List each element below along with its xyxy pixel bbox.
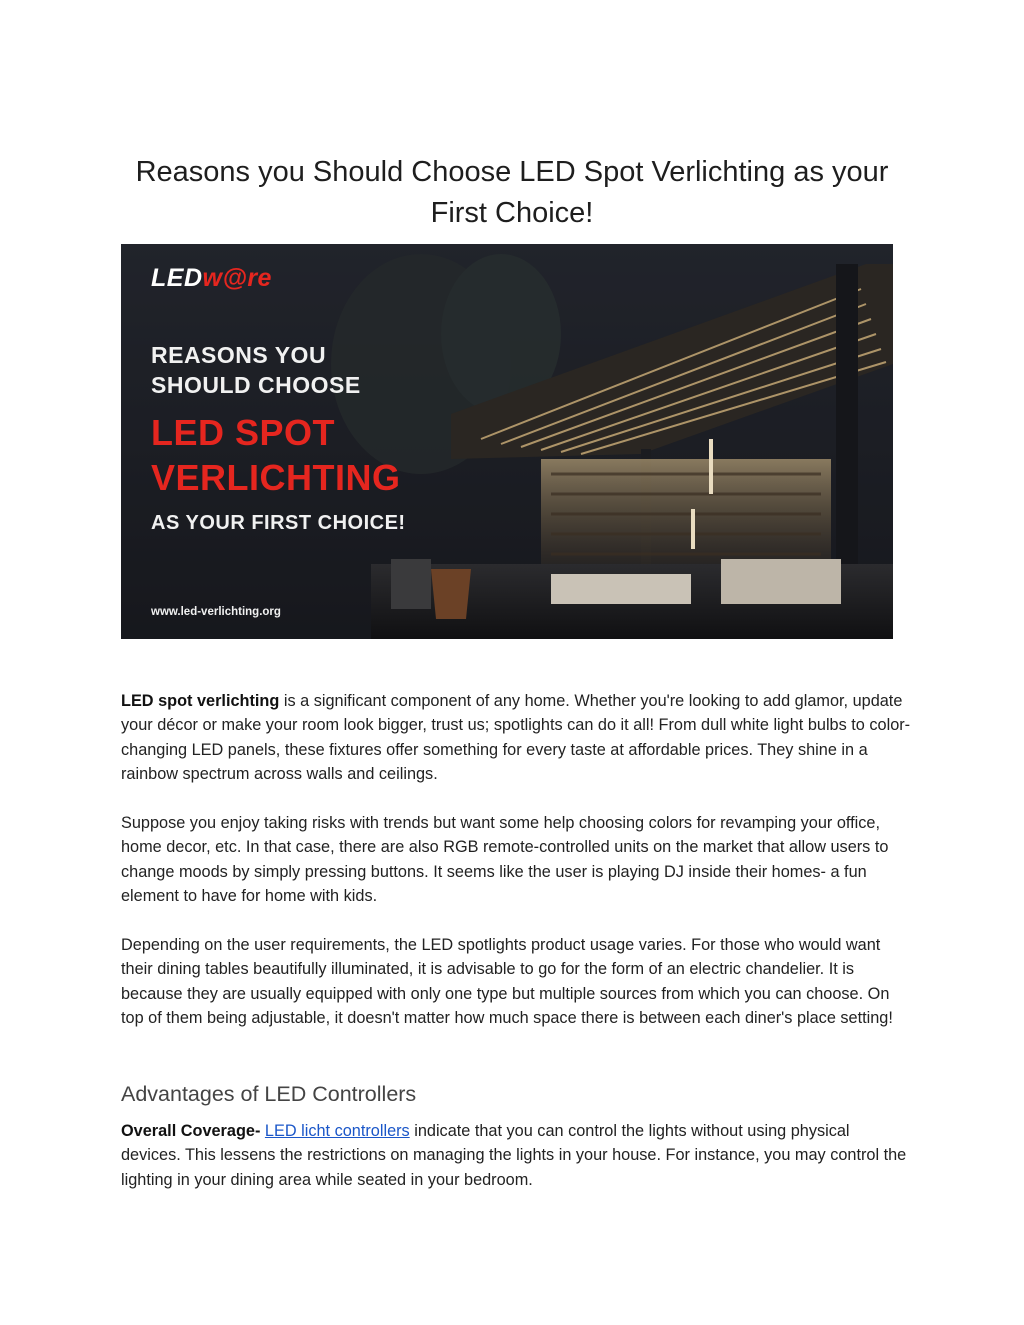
hero-red-line-1: LED SPOT (151, 412, 336, 453)
paragraph-intro (121, 689, 911, 787)
hero-url: www.led-verlichting.org (151, 606, 281, 618)
brand-logo: LEDw@re (151, 264, 272, 292)
paragraph-coverage-bold: Overall Coverage- (121, 1122, 261, 1140)
hero-line-1: REASONS YOU (151, 342, 327, 368)
paragraph-intro-bold: LED spot verlichting (121, 692, 280, 710)
paragraph-coverage-text: indicate that you can control the lights without using physical devices. This lessens the restrictions on managing the lights in your house. For instance, you may control the lighting in your dining area while seated in your bedroom. (121, 1122, 907, 1189)
paragraph-rgb: Suppose you enjoy taking risks with trends but want some help choosing colors for revamping your office, home decor, etc. In that case, there are also RGB remote-controlled units on the market that allow users to change moods by simply pressing buttons. It seems like the user is playing DJ inside their homes- a fun element to have for home with kids. (121, 814, 889, 906)
paragraph-coverage (121, 1119, 911, 1192)
led-licht-controllers-link[interactable]: LED licht controllers (264, 1122, 410, 1140)
paragraph-usage: Depending on the user requirements, the LED spotlights product usage varies. For those who would want their dining tables beautifully illuminated, it is advisable to go for the form of an electric chandelier. It is because they are usually equipped with only one type but multiple sources from which you can choose. On top of them being adjustable, it doesn't matter how much space there is between each diner's place setting! (121, 936, 893, 1028)
hero-banner-image (121, 244, 893, 639)
section-heading: Advantages of LED Controllers (121, 1082, 417, 1106)
hero-line-3: AS YOUR FIRST CHOICE! (151, 512, 406, 534)
hero-line-2: SHOULD CHOOSE (151, 372, 361, 398)
page-title: Reasons you Should Choose LED Spot Verlichting as your First Choice! (135, 156, 889, 229)
hero-red-line-2: VERLICHTING (151, 457, 401, 498)
paragraph-intro-text: is a significant component of any home. Whether you're looking to add glamor, update your décor or make your room look bigger, trust us; spotlights can do it all! From dull white light bulbs to color-changing LED panels, these fixtures offer something for every taste at affordable prices. They shine in a rainbow spectrum across walls and ceilings. (121, 692, 911, 784)
